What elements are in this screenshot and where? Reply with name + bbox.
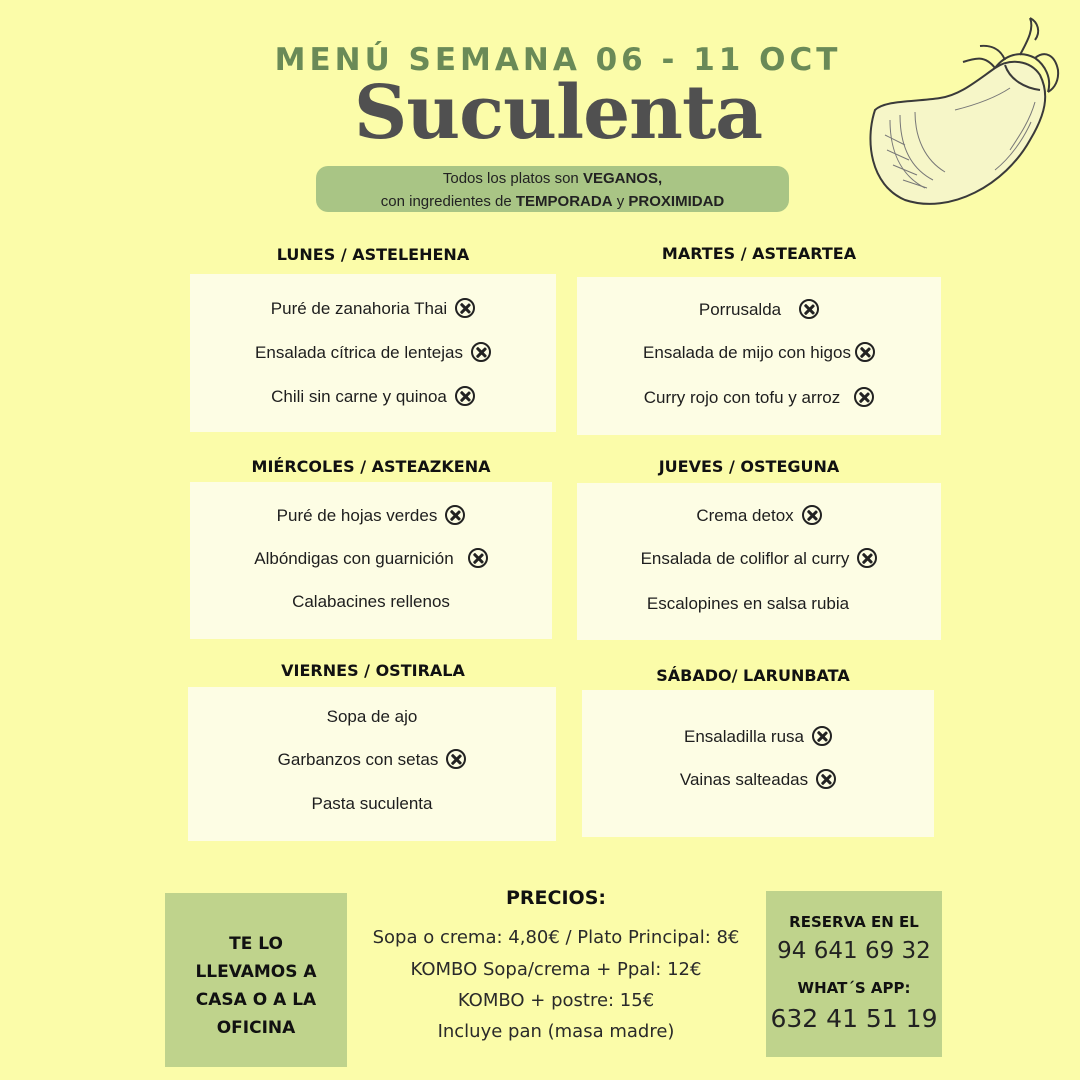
dish-item bbox=[582, 727, 934, 748]
gluten-free-icon bbox=[445, 505, 465, 525]
day-menu-lunes bbox=[190, 274, 556, 432]
tagline-line-1: Todos los platos son VEGANOS, bbox=[442, 170, 663, 187]
day-title-martes: MARTES / ASTEARTEA bbox=[661, 244, 857, 263]
price-line: KOMBO Sopa/crema + Ppal: 12€ bbox=[410, 959, 702, 980]
dish-name: Curry rojo con tofu y arroz bbox=[643, 388, 841, 407]
dish-name: Calabacines rellenos bbox=[292, 592, 450, 611]
gluten-free-icon bbox=[857, 548, 877, 568]
day-menu-jueves bbox=[577, 483, 941, 640]
gluten-free-icon bbox=[854, 387, 874, 407]
delivery-line: TE LO bbox=[229, 934, 283, 954]
dish-name: Puré de hojas verdes bbox=[276, 506, 438, 525]
gluten-free-icon bbox=[455, 386, 475, 406]
price-line: Sopa o crema: 4,80€ / Plato Principal: 8€ bbox=[372, 927, 740, 948]
dish-item bbox=[577, 343, 941, 364]
dish-item bbox=[577, 549, 941, 570]
dish-item bbox=[190, 592, 552, 612]
dish-item bbox=[190, 506, 552, 527]
dish-name: Ensalada de mijo con higos bbox=[643, 343, 851, 362]
contact-box bbox=[766, 891, 942, 1057]
gluten-free-icon bbox=[816, 769, 836, 789]
price-line: KOMBO + postre: 15€ bbox=[457, 990, 655, 1011]
whatsapp-label: WHAT´S APP: bbox=[797, 979, 911, 997]
gluten-free-icon bbox=[455, 298, 475, 318]
day-title-miercoles: MIÉRCOLES / ASTEAZKENA bbox=[251, 457, 491, 476]
dish-item bbox=[190, 549, 552, 570]
dish-name: Albóndigas con guarnición bbox=[254, 549, 454, 568]
day-menu-martes bbox=[577, 277, 941, 435]
gluten-free-icon bbox=[468, 548, 488, 568]
brand-title: Suculenta bbox=[353, 70, 763, 156]
gluten-free-icon bbox=[799, 299, 819, 319]
dish-name: Garbanzos con setas bbox=[277, 750, 439, 769]
phone-number[interactable]: 94 641 69 32 bbox=[777, 938, 931, 964]
day-menu-viernes bbox=[188, 687, 556, 841]
dish-name: Pasta suculenta bbox=[311, 794, 433, 813]
price-line: Incluye pan (masa madre) bbox=[437, 1021, 675, 1042]
gluten-free-icon bbox=[802, 505, 822, 525]
dish-item bbox=[577, 388, 941, 409]
dish-item bbox=[577, 506, 941, 527]
day-title-viernes: VIERNES / OSTIRALA bbox=[281, 661, 465, 680]
dish-name: Escalopines en salsa rubia bbox=[646, 594, 850, 613]
dish-item bbox=[577, 300, 941, 321]
day-title-lunes: LUNES / ASTELEHENA bbox=[276, 245, 470, 264]
week-label: MENÚ SEMANA 06 - 11 OCT bbox=[274, 42, 842, 78]
dish-item bbox=[190, 387, 556, 408]
delivery-line: LLEVAMOS A bbox=[195, 962, 317, 982]
dish-item bbox=[190, 343, 556, 364]
whatsapp-number[interactable]: 632 41 51 19 bbox=[770, 1004, 938, 1033]
reserve-label: RESERVA EN EL bbox=[789, 913, 919, 931]
dish-name: Porrusalda bbox=[698, 300, 782, 319]
day-title-sabado: SÁBADO/ LARUNBATA bbox=[656, 666, 850, 685]
delivery-line: OFICINA bbox=[216, 1018, 296, 1038]
day-menu-miercoles bbox=[190, 482, 552, 639]
delivery-box bbox=[165, 893, 347, 1067]
gluten-free-icon bbox=[446, 749, 466, 769]
prices-section bbox=[350, 882, 762, 1052]
day-title-jueves: JUEVES / OSTEGUNA bbox=[658, 457, 840, 476]
dish-name: Puré de zanahoria Thai bbox=[270, 299, 448, 318]
dish-item bbox=[190, 299, 556, 320]
dish-item bbox=[188, 750, 556, 771]
day-menu-sabado bbox=[582, 690, 934, 837]
dish-name: Ensalada cítrica de lentejas bbox=[255, 343, 463, 362]
tagline-line-2: con ingredientes de TEMPORADA y PROXIMIDAD bbox=[380, 193, 725, 210]
gluten-free-icon bbox=[471, 342, 491, 362]
dish-name: Crema detox bbox=[696, 506, 794, 525]
dish-item bbox=[188, 794, 556, 814]
dish-name: Ensalada de coliflor al curry bbox=[640, 549, 850, 568]
dish-name: Chili sin carne y quinoa bbox=[271, 387, 447, 406]
dish-item bbox=[582, 770, 934, 791]
gluten-free-icon bbox=[812, 726, 832, 746]
delivery-line: CASA O A LA bbox=[195, 990, 317, 1010]
dish-name: Ensaladilla rusa bbox=[683, 727, 804, 746]
dish-name: Vainas salteadas bbox=[679, 770, 809, 789]
dish-item bbox=[577, 594, 941, 614]
prices-title: PRECIOS: bbox=[506, 887, 606, 909]
eggplant-illustration bbox=[845, 10, 1065, 215]
tagline-banner bbox=[316, 166, 789, 212]
dish-item bbox=[188, 707, 556, 727]
dish-name: Sopa de ajo bbox=[326, 707, 418, 726]
gluten-free-icon bbox=[855, 342, 875, 362]
